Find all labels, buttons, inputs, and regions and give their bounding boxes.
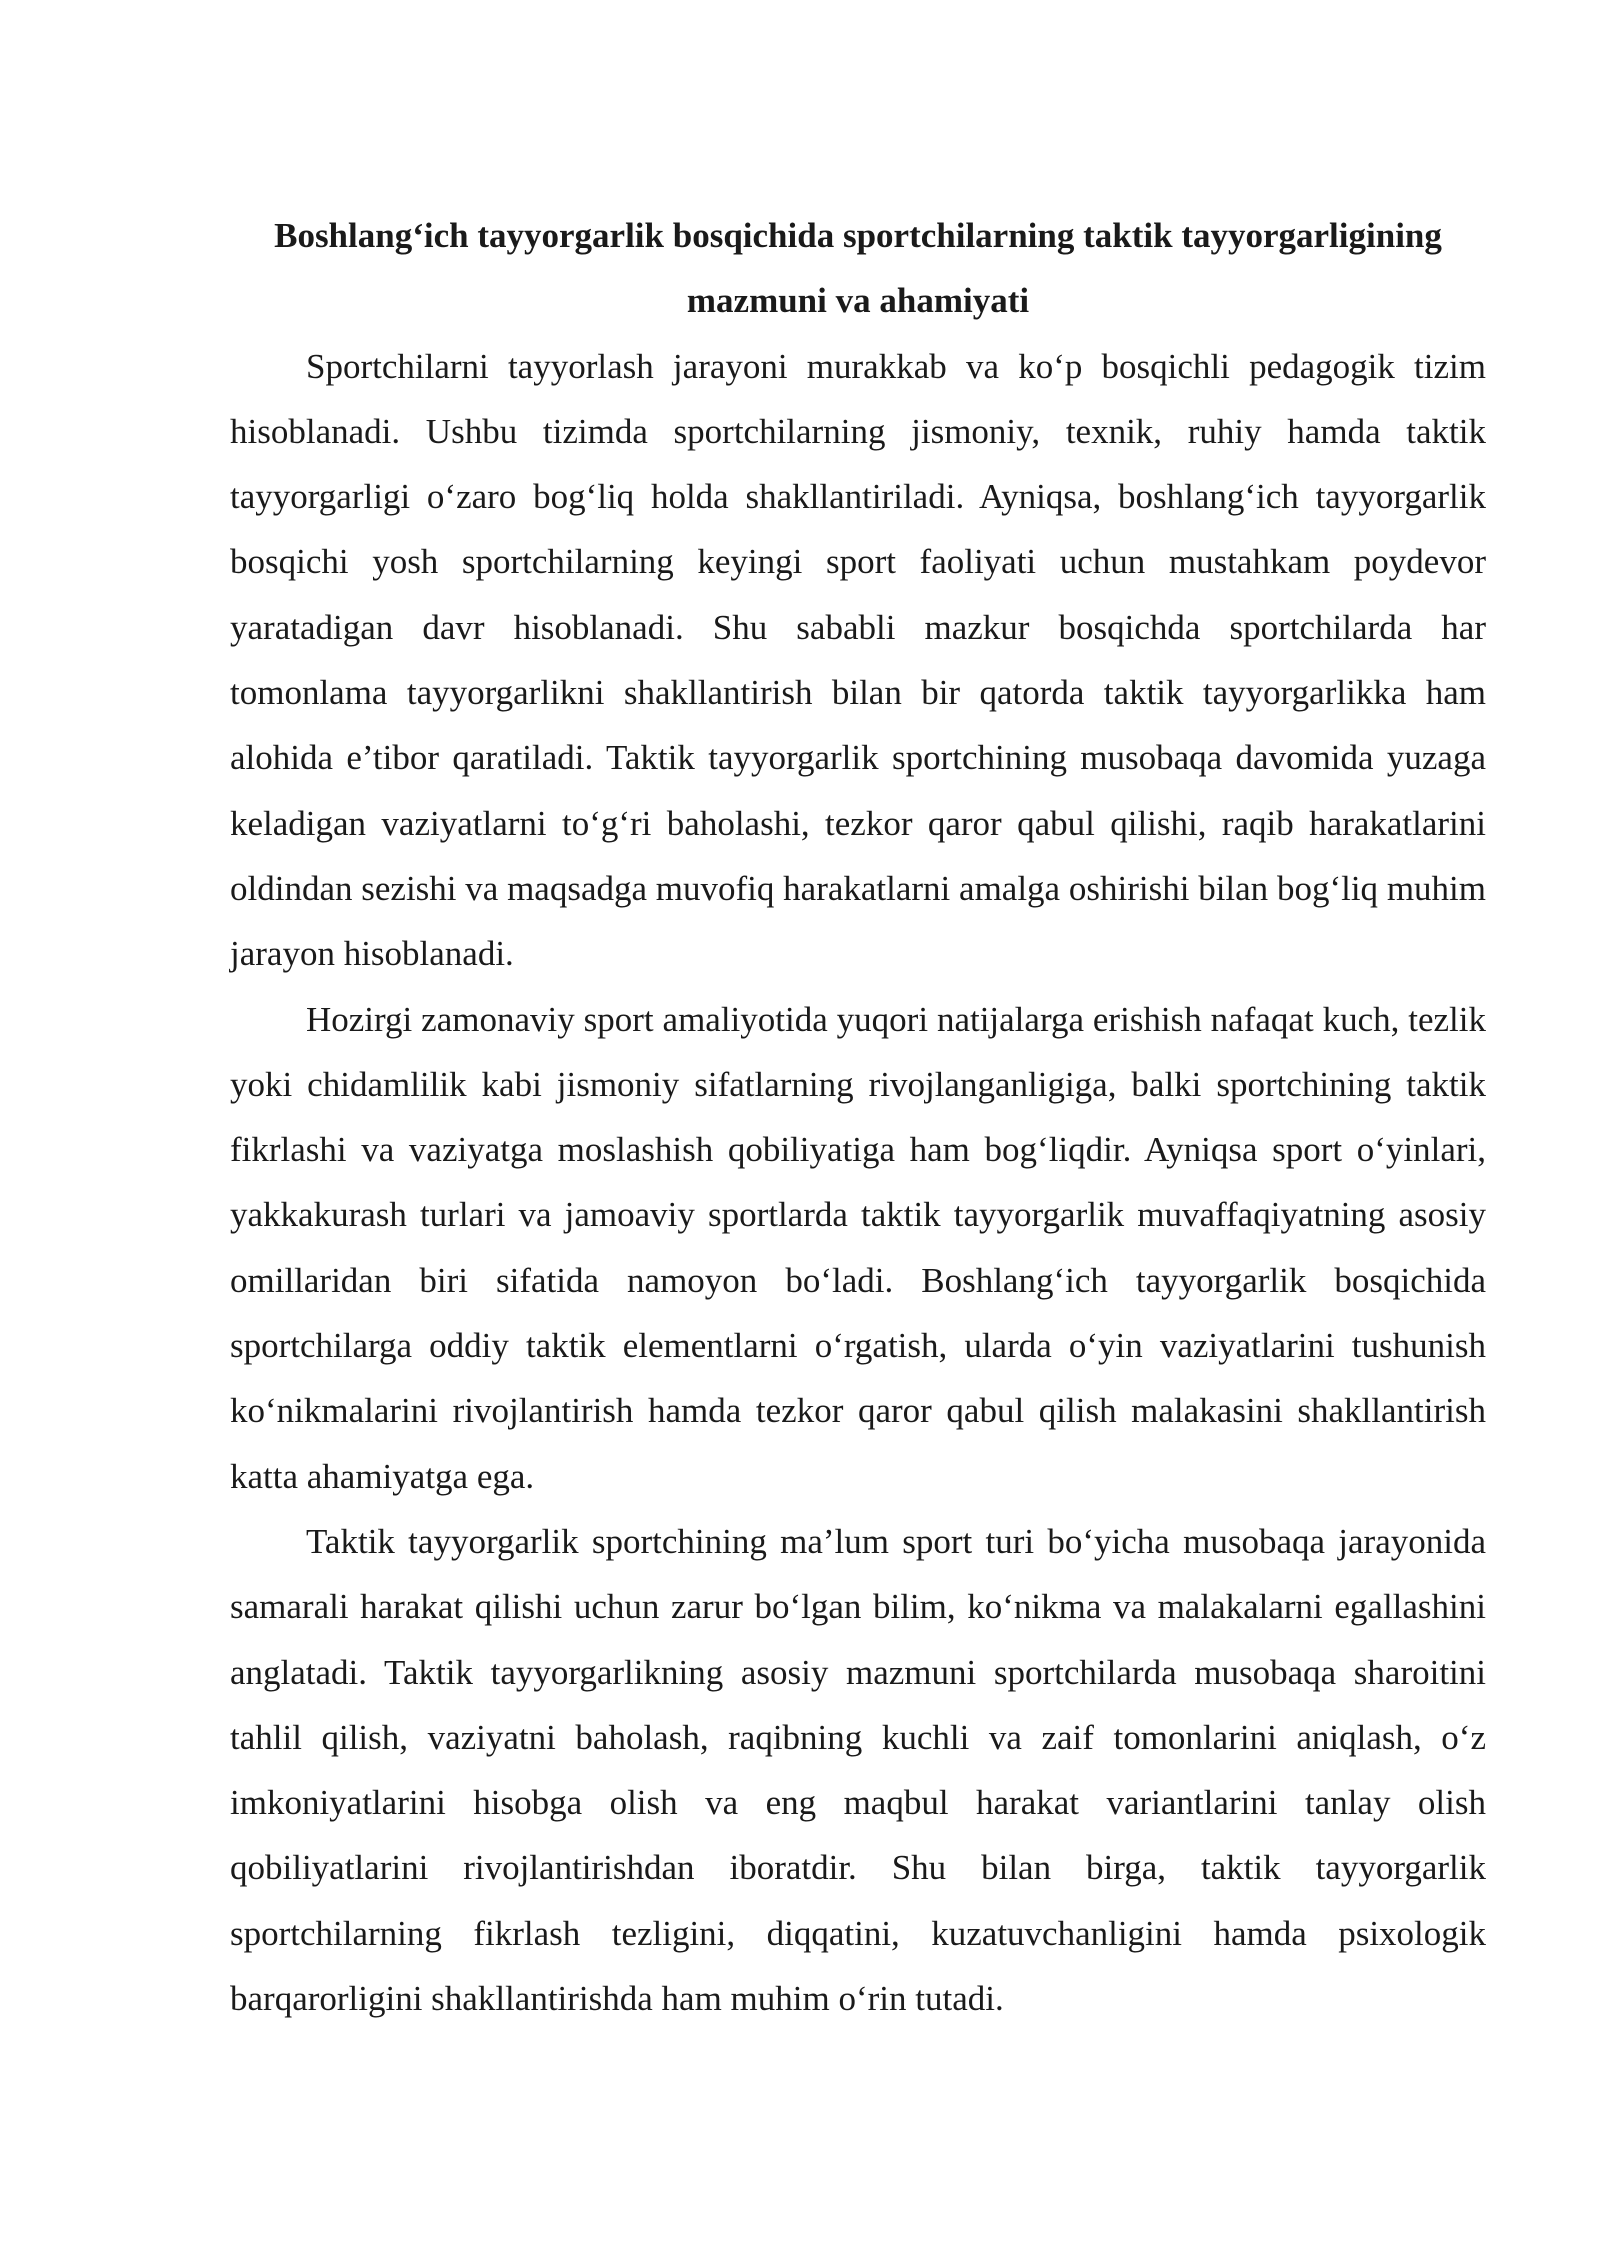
- paragraph-3: Taktik tayyorgarlik sportchining ma’lum sport turi bo‘yicha musobaqa jarayonida samarali harakat qilishi uchun zarur bo‘lgan bilim, ko‘nikma va malakalarni egallashini anglatadi. Taktik tayyorgarlikning asosiy mazmuni sportchilarda musobaqa sharoitini tahlil qilish, vaziyatni baholash, raqibning kuchli va zaif tomonlarini aniqlash, o‘z imkoniyatlarini hisobga olish va eng maqbul harakat variantlarini tanlay olish qobiliyatlarini rivojlantirishdan iboratdir. Shu bilan birga, taktik tayyorgarlik sportchilarning fikrlash tezligini, diqqatini, kuzatuvchanligini hamda psixologik barqarorligini shakllantirishda ham muhim o‘rin tutadi.: [230, 1521, 1486, 2019]
- paragraph-2: Hozirgi zamonaviy sport amaliyotida yuqori natijalarga erishish nafaqat kuch, tezlik yoki chidamlilik kabi jismoniy sifatlarning rivojlanganligiga, balki sportchining taktik fikrlashi va vaziyatga moslashish qobiliyatiga ham bog‘liqdir. Ayniqsa sport o‘yinlari, yakkakurash turlari va jamoaviy sportlarda taktik tayyorgarlik muvaffaqiyatning asosiy omillaridan biri sifatida namoyon bo‘ladi. Boshlang‘ich tayyorgarlik bosqichida sportchilarga oddiy taktik elementlarni o‘rgatish, ularda o‘yin vaziyatlarini tushunish ko‘nikmalarini rivojlantirish hamda tezkor qaror qabul qilish malakasini shakllantirish katta ahamiyatga ega.: [230, 999, 1486, 1496]
- document-title: Boshlang‘ich tayyorgarlik bosqichida sportchilarning taktik tayyorgarligining mazmuni va ahamiyati: [274, 216, 1442, 321]
- document-body: [230, 203, 1486, 2031]
- paragraph-1: Sportchilarni tayyorlash jarayoni murakkab va ko‘p bosqichli pedagogik tizim hisoblanadi. Ushbu tizimda sportchilarning jismoniy, texnik, ruhiy hamda taktik tayyorgarligi o‘zaro bog‘liq holda shakllantiriladi. Ayniqsa, boshlang‘ich tayyorgarlik bosqichi yosh sportchilarning keyingi sport faoliyati uchun mustahkam poydevor yaratadigan davr hisoblanadi. Shu sababli mazkur bosqichda sportchilarda har tomonlama tayyorgarlikni shakllantirish bilan bir qatorda taktik tayyorgarlikka ham alohida e’tibor qaratiladi. Taktik tayyorgarlik sportchining musobaqa davomida yuzaga keladigan vaziyatlarni to‘g‘ri baholashi, tezkor qaror qabul qilishi, raqib harakatlarini oldindan sezishi va maqsadga muvofiq harakatlarni amalga oshirishi bilan bog‘liq muhim jarayon hisoblanadi.: [230, 346, 1486, 974]
